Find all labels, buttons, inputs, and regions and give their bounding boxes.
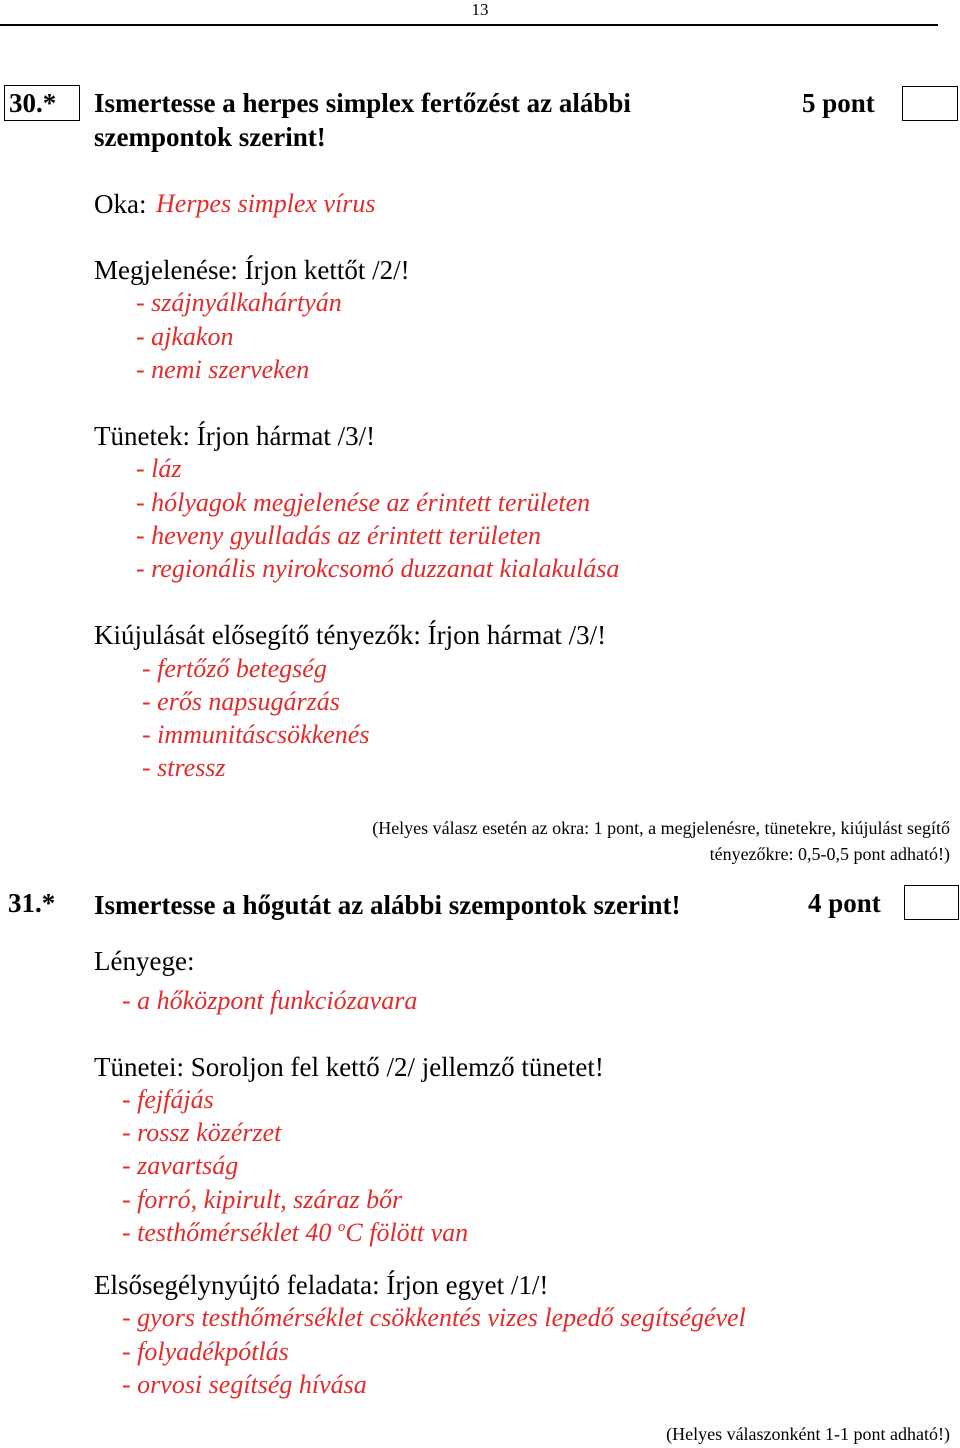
firstaid-answer: - gyors testhőmérséklet csökkentés vizes lepedő segítségével: [122, 1303, 746, 1332]
cause-answer: Herpes simplex vírus: [156, 189, 376, 218]
appearance-prompt: Megjelenése: Írjon kettőt /2/!: [94, 255, 410, 285]
essence-answer: - a hőközpont funkciózavara: [122, 986, 418, 1015]
relapse-answer: - stressz: [142, 753, 226, 782]
question-30-title-line1: Ismertesse a herpes simplex fertőzést az alábbi: [94, 88, 631, 118]
heatstroke-symptom-answer: - zavartság: [122, 1151, 239, 1180]
scoring-note-line1: (Helyes válasz esetén az okra: 1 pont, a megjelenésre, tünetekre, kiújulást segítő: [372, 818, 950, 838]
essence-label: Lényege:: [94, 946, 195, 976]
symptom-answer: - regionális nyirokcsomó duzzanat kialakulása: [136, 554, 620, 583]
symptoms-prompt: Tünetek: Írjon hármat /3/!: [94, 421, 376, 451]
header-rule: [0, 24, 938, 26]
symptom-answer: - láz: [136, 454, 182, 483]
relapse-answer: - immunitáscsökkenés: [142, 720, 370, 749]
temperature-text: - testhőmérséklet 40: [122, 1218, 332, 1247]
symptom-answer: - hólyagok megjelenése az érintett területen: [136, 488, 591, 517]
symptom-answer: - heveny gyulladás az érintett területen: [136, 521, 542, 550]
appearance-answer: - szájnyálkahártyán: [136, 288, 342, 317]
question-30-points: 5 pont: [802, 88, 875, 118]
heatstroke-symptom-answer: - fejfájás: [122, 1085, 214, 1114]
heatstroke-symptom-answer: - forró, kipirult, száraz bőr: [122, 1185, 403, 1214]
appearance-answer: - nemi szerveken: [136, 355, 310, 384]
firstaid-answer: - folyadékpótlás: [122, 1337, 289, 1366]
heatstroke-symptoms-prompt: Tünetei: Soroljon fel kettő /2/ jellemző tünetet!: [94, 1052, 604, 1082]
scoring-note-q31: (Helyes válaszonként 1-1 pont adható!): [666, 1424, 950, 1444]
heatstroke-symptom-answer: - rossz közérzet: [122, 1118, 282, 1147]
cause-label: Oka:: [94, 189, 147, 219]
question-31-number: 31.*: [8, 888, 56, 918]
firstaid-answer: - orvosi segítség hívása: [122, 1370, 367, 1399]
appearance-answer: - ajkakon: [136, 322, 234, 351]
question-31-score-box[interactable]: [904, 885, 959, 920]
degree-superscript: o: [337, 1219, 346, 1235]
question-30-number: 30.*: [4, 85, 80, 121]
page-number: 13: [471, 0, 489, 19]
firstaid-prompt: Elsősegélynyújtó feladata: Írjon egyet /1/!: [94, 1270, 549, 1300]
relapse-answer: - erős napsugárzás: [142, 687, 340, 716]
question-31-title: Ismertesse a hőgutát az alábbi szempontok szerint!: [94, 890, 681, 920]
relapse-answer: - fertőző betegség: [142, 654, 327, 683]
question-31-points: 4 pont: [808, 888, 881, 918]
temperature-unit-text: C fölött van: [345, 1218, 469, 1247]
scoring-note-line2: tényezőkre: 0,5-0,5 pont adható!): [709, 844, 950, 864]
question-30-score-box[interactable]: [902, 86, 958, 121]
relapse-prompt: Kiújulását elősegítő tényezők: Írjon hármat /3/!: [94, 620, 607, 650]
heatstroke-temperature-answer: [122, 1218, 468, 1248]
question-30-title-line2: szempontok szerint!: [94, 122, 326, 152]
